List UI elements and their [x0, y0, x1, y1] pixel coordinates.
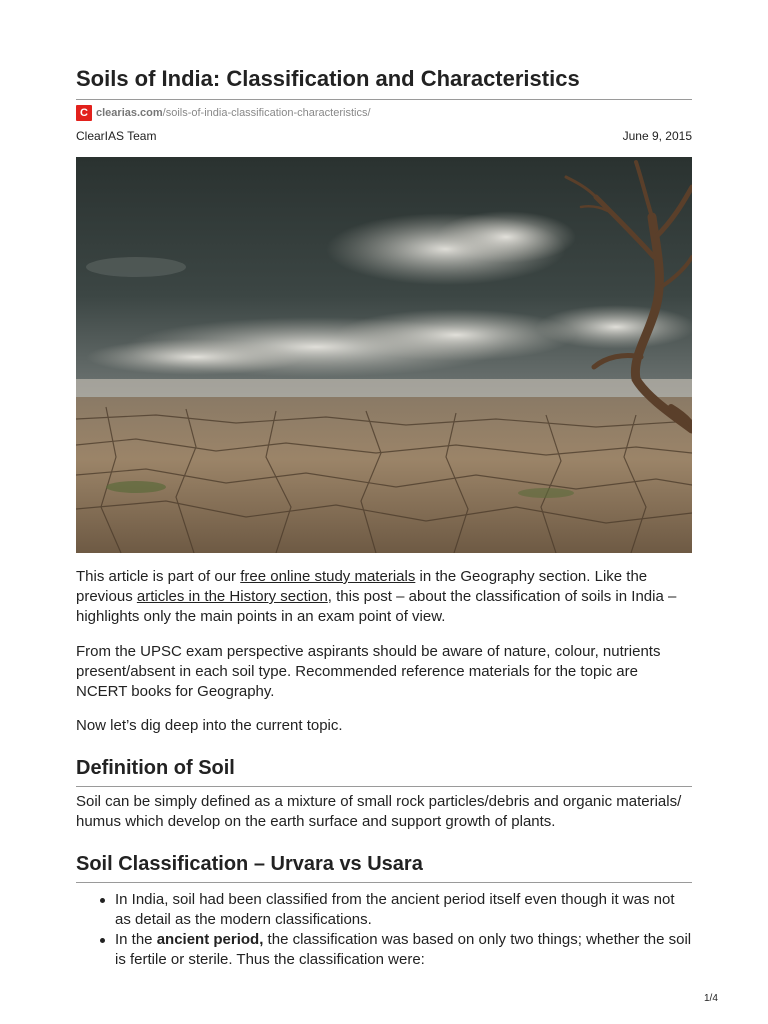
list-item — [76, 890, 692, 930]
bullet-text-2a: In the — [115, 931, 157, 948]
bullet-text-2b: the classification was based on only two things; whether the soil is fertile or sterile. Thus the classification were: — [115, 931, 692, 968]
publish-date: June 9, 2015 — [622, 129, 692, 143]
page-number: 1/4 — [704, 993, 718, 1004]
intro-text-2: in the Geography section. Like the previous — [76, 568, 648, 605]
bullet-text-2-bold: ancient period, — [156, 931, 264, 948]
source-path[interactable]: /soils-of-india-classification-characteristics/ — [162, 107, 371, 119]
title-divider — [76, 99, 692, 100]
intro-paragraph-1 — [76, 567, 692, 627]
free-study-materials-link[interactable]: free online study materials — [240, 568, 416, 585]
classification-divider — [76, 882, 692, 883]
source-domain-link[interactable]: clearias.com — [96, 107, 163, 119]
history-articles-link[interactable]: articles in the History section — [136, 588, 328, 605]
classification-heading: Soil Classification – Urvara vs Usara — [76, 853, 423, 875]
bullet-text-1: In India, soil had been classified from the ancient period itself even though it was not as detail as the modern classifications. — [115, 891, 675, 928]
hero-image-dry-cracked-earth — [76, 157, 692, 553]
classification-list — [76, 890, 692, 970]
definition-paragraph: Soil can be simply defined as a mixture of small rock particles/debris and organic materials/ humus which develop on the earth surface and support growth of plants. — [76, 793, 682, 830]
author-name: ClearIAS Team — [76, 129, 157, 143]
bullet-icon — [100, 938, 105, 943]
intro-text-3: , this post – about the classification of soils in India – highlights only the main points in an exam point of view. — [76, 588, 677, 625]
definition-divider — [76, 786, 692, 787]
intro-paragraph-3: Now let’s dig deep into the current topic. — [76, 717, 343, 734]
intro-paragraph-2: From the UPSC exam perspective aspirants should be aware of nature, colour, nutrients present/absent in each soil type. Recommended reference materials for the topic are NCERT books for Geography. — [76, 643, 661, 700]
page-title: Soils of India: Classification and Characteristics — [76, 66, 580, 91]
source-row — [76, 105, 371, 121]
definition-heading: Definition of Soil — [76, 757, 235, 779]
bullet-icon — [100, 898, 105, 903]
hero-illustration — [76, 157, 692, 553]
intro-text-1: This article is part of our — [76, 568, 241, 585]
list-item — [76, 930, 692, 970]
clearias-logo-icon: C — [76, 105, 92, 121]
